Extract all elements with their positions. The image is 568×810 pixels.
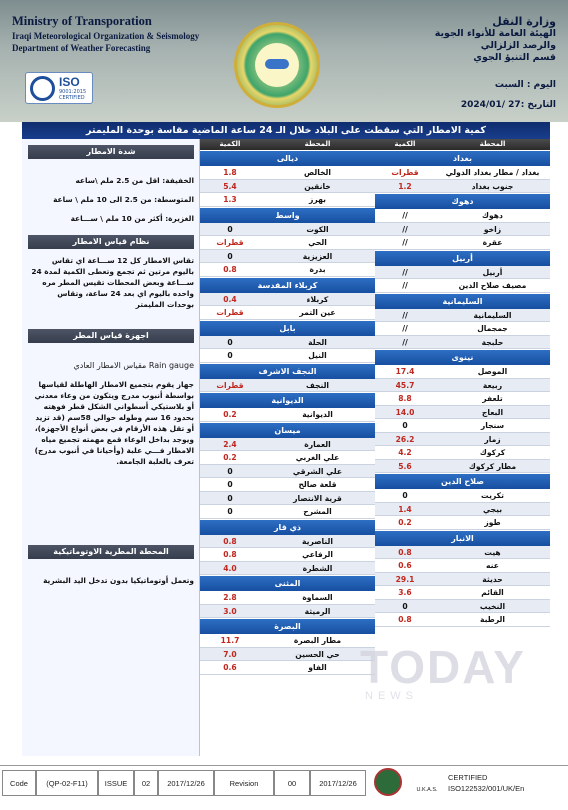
station-name: السليمانية	[473, 310, 512, 320]
rain-amount: 0.8	[223, 265, 237, 274]
region-header: الانبار	[375, 530, 550, 546]
region-header: دهوك	[375, 193, 550, 209]
table-row	[375, 419, 550, 433]
rain-amount: //	[402, 310, 408, 320]
rain-amount: //	[402, 238, 408, 247]
system-title: نظام قياس الامطار	[28, 235, 194, 249]
table-row	[375, 266, 550, 280]
region-header: أربيل	[375, 250, 550, 266]
code-label: Code	[2, 770, 36, 796]
station-name: الديوانية	[302, 410, 333, 419]
station-name: بيجي	[482, 504, 503, 514]
table-row	[375, 433, 550, 447]
rain-amount: 5.6	[398, 461, 412, 471]
day-label: اليوم : السبت	[494, 80, 556, 90]
region-header: السليمانية	[375, 293, 550, 309]
station-name: جمجمال	[477, 324, 508, 333]
rain-amount: 0.8	[223, 550, 237, 559]
region-header: بغداد	[375, 150, 550, 166]
rain-amount: 2.8	[223, 593, 237, 602]
revision-value: 00	[274, 770, 310, 796]
station-name: الشطرة	[302, 563, 333, 573]
organization-name-ar: الهيئة العامة للأنواء الجوية	[434, 28, 556, 39]
department-name-ar: قسم التنبؤ الجوي	[473, 52, 556, 63]
rain-amount: 3.0	[223, 606, 237, 616]
rain-amount: 1.3	[223, 195, 237, 204]
station-name: ربيعة	[482, 380, 503, 390]
rain-amount: قطرات	[216, 238, 244, 247]
station-name: الخالص	[304, 168, 331, 177]
date-label: التاريخ :27 /2024/01	[460, 100, 556, 110]
table-row	[200, 661, 375, 675]
rain-amount: //	[402, 281, 408, 290]
rain-amount: 8.8	[398, 394, 412, 403]
rain-amount: 2.4	[223, 439, 237, 449]
station-name: الرفاعي	[302, 550, 333, 559]
rain-amount: 0.6	[223, 663, 237, 672]
table-row	[375, 379, 550, 393]
seal-icon	[372, 770, 404, 796]
station-name: عقرة	[482, 238, 503, 247]
code-value: (QP-02-F11)	[36, 770, 98, 796]
rain-amount: 0.8	[223, 536, 237, 546]
table-row	[375, 489, 550, 503]
watermark-small: NEWS	[365, 690, 418, 702]
auto-station-title: المحطة المطرية الاوتوماتيكية	[28, 545, 194, 559]
table-row	[200, 336, 375, 350]
station-name: المشرح	[303, 507, 332, 516]
rain-amount: 17.4	[395, 367, 415, 376]
region-header: بابل	[200, 320, 375, 336]
rain-amount: 0	[227, 351, 233, 360]
table-row	[200, 634, 375, 648]
iso-text: ISO	[59, 75, 80, 89]
table-row	[375, 166, 550, 180]
region-header: ذي قار	[200, 519, 375, 535]
rain-amount: 0	[227, 493, 233, 503]
issue-date: 2017/12/26	[158, 770, 214, 796]
table-row	[375, 223, 550, 237]
rain-amount: 0	[227, 251, 233, 261]
station-name: كركوك	[479, 448, 506, 457]
intensity-heavy: الغزيرة: أكثر من 10 ملم \ ســـاعة	[70, 214, 194, 223]
department-name: Department of Weather Forecasting	[12, 43, 151, 53]
table-row	[200, 438, 375, 452]
rain-amount: 26.2	[395, 434, 415, 444]
station-name: دهوك	[482, 211, 503, 220]
region-header: المثنى	[200, 575, 375, 591]
station-column-header: المحطة	[479, 140, 506, 148]
system-text: تقاس الامطار كل 12 ســـاعة اي تقاس باليوم مرتين ثم تجمع وتعطى الكمية لمدة 24 ســـاعة وبعض المحطات تقيس المطر مره واحده باليوم اي بعد 24 ساعة، وتقاس بوحدات المليمتر	[31, 256, 194, 309]
table-row	[200, 349, 375, 363]
station-name: حي الحسين	[295, 649, 340, 659]
rain-amount: 5.4	[223, 181, 237, 191]
station-name: البعاج	[481, 407, 504, 417]
region-header: النجف الاشرف	[200, 363, 375, 379]
table-row	[375, 516, 550, 530]
station-name: الرميثة	[304, 606, 331, 616]
organization-logo	[234, 22, 320, 108]
rain-amount: 0	[227, 507, 233, 516]
rain-amount: 0.8	[398, 615, 412, 624]
table-row	[375, 406, 550, 420]
rain-amount: 3.6	[398, 588, 412, 597]
report-title-banner: كمية الامطار التي سقطت على البلاد خلال الـ 24 ساعة الماضية مقاسة بوحدة المليمتر	[22, 122, 550, 139]
station-name: كربلاء	[306, 294, 329, 304]
table-row	[200, 648, 375, 662]
station-name: عين التمر	[299, 308, 336, 317]
ministry-english-title	[12, 14, 199, 53]
table-row	[200, 605, 375, 619]
devices-title: اجهزة قياس المطر	[28, 329, 194, 343]
region-header: واسط	[200, 207, 375, 223]
station-name: السماوة	[302, 593, 333, 602]
station-column-header: المحطة	[304, 140, 331, 148]
station-name: زمار	[484, 434, 501, 444]
region-header: كربلاء المقدسة	[200, 277, 375, 293]
intensity-light: الخفيفة: اقل من 2.5 ملم \ساعه	[75, 176, 194, 185]
rain-amount: 0.2	[223, 410, 237, 419]
table-row	[375, 559, 550, 573]
rain-amount: 11.7	[220, 636, 240, 645]
table-row	[200, 166, 375, 180]
rain-amount: 4.2	[398, 448, 412, 457]
station-name: جنوب بغداد	[471, 181, 514, 191]
rain-amount: 0	[402, 421, 408, 430]
station-name: بهرز	[309, 195, 326, 204]
table-row	[375, 365, 550, 379]
station-name: حلبجة	[481, 337, 504, 347]
table-row	[375, 600, 550, 614]
station-name: سنجار	[480, 421, 505, 430]
table-row	[375, 209, 550, 223]
rain-amount: 7.0	[223, 649, 237, 659]
rain-amount: 29.1	[395, 574, 415, 584]
table-row	[200, 451, 375, 465]
table-row	[375, 279, 550, 293]
iso-circle-icon	[30, 76, 55, 101]
table-row	[200, 562, 375, 576]
info-panel	[22, 139, 200, 756]
rain-amount: //	[402, 224, 408, 234]
table-row	[200, 535, 375, 549]
table-row	[200, 223, 375, 237]
revision-date: 2017/12/26	[310, 770, 366, 796]
station-name: الموصل	[477, 367, 508, 376]
rain-amount: 0	[227, 480, 233, 489]
table-row	[375, 503, 550, 517]
table-row	[200, 236, 375, 250]
table-row	[200, 591, 375, 605]
station-name: هيت	[484, 547, 501, 557]
region-header: البصرة	[200, 618, 375, 634]
station-name: تكريت	[481, 491, 504, 500]
station-name: بدرة	[309, 265, 326, 274]
table-row	[200, 548, 375, 562]
station-name: علي الشرقي	[292, 466, 343, 476]
rain-amount: 0	[227, 466, 233, 476]
table-header	[200, 139, 375, 150]
amount-column-header: الكمية	[219, 140, 241, 148]
table-header	[375, 139, 550, 150]
station-name: زاخو	[483, 224, 502, 234]
station-name: علي الغربي	[295, 453, 340, 462]
region-header: ميسان	[200, 422, 375, 438]
table-row	[375, 309, 550, 323]
issue-label: ISSUE	[98, 770, 134, 796]
rain-amount: 14.0	[395, 407, 415, 417]
organization-name: Iraqi Meteorological Organization & Seismology	[12, 31, 200, 41]
ministry-arabic-title	[435, 16, 556, 64]
table-row	[375, 236, 550, 250]
station-name: طوز	[484, 518, 501, 527]
certificate-number: ISO122532/001/UK/En	[448, 784, 525, 793]
footer	[0, 765, 568, 800]
intensity-title: شدة الامطار	[28, 145, 194, 159]
station-name: الناصرية	[302, 536, 333, 546]
table-row	[375, 460, 550, 474]
table-row	[200, 492, 375, 506]
issue-value: 02	[134, 770, 158, 796]
station-name: حديثة	[482, 574, 503, 584]
station-name: النيل	[308, 351, 327, 360]
table-row	[200, 263, 375, 277]
rain-amount: 0.2	[398, 518, 412, 527]
rain-amount: 0	[227, 337, 233, 347]
rain-amount: 0.8	[398, 547, 412, 557]
table-row	[200, 180, 375, 194]
table-row	[200, 193, 375, 207]
rain-amount: //	[402, 337, 408, 347]
rain-amount: 1.4	[398, 504, 412, 514]
station-name: الفاو	[308, 663, 327, 672]
revision-label: Revision	[214, 770, 274, 796]
table-row	[375, 322, 550, 336]
station-name: تلعفر	[482, 394, 503, 403]
table-row	[200, 478, 375, 492]
station-name: الكوت	[306, 224, 329, 234]
station-name: الحلة	[308, 337, 327, 347]
rainfall-column-left	[200, 139, 375, 675]
station-name: مصيف صلاح الدين	[458, 281, 527, 290]
rain-amount: //	[402, 211, 408, 220]
station-name: العمارة	[304, 439, 331, 449]
station-name: خانقين	[304, 181, 331, 191]
rain-amount: 4.0	[223, 563, 237, 573]
station-name: أربيل	[482, 267, 503, 277]
table-row	[375, 336, 550, 350]
rain-amount: 0.2	[223, 453, 237, 462]
iso-badge	[25, 72, 93, 104]
rain-amount: 1.2	[398, 181, 412, 191]
table-row	[200, 306, 375, 320]
table-row	[375, 546, 550, 560]
header	[0, 0, 568, 122]
table-row	[375, 573, 550, 587]
station-name: النخيب	[479, 601, 506, 611]
region-header: ديالى	[200, 150, 375, 166]
certification	[448, 770, 564, 796]
rain-amount: 1.8	[223, 168, 237, 177]
rain-amount: 0.4	[223, 294, 237, 304]
table-row	[375, 613, 550, 627]
station-name: مطار كركوك	[468, 461, 517, 471]
watermark	[360, 640, 530, 710]
station-name: عنه	[486, 561, 499, 570]
rain-amount: 45.7	[395, 380, 415, 390]
watermark-big: TODAY	[360, 641, 526, 693]
auto-station-text: وتعمل أوتوماتيكيا بدون تدخل اليد البشرية	[43, 576, 194, 585]
table-row	[200, 293, 375, 307]
rain-gauge-label: مقياس الامطار العادي Rain gauge	[73, 361, 194, 370]
region-header: صلاح الدين	[375, 473, 550, 489]
table-row	[375, 446, 550, 460]
station-name: النجف	[305, 380, 330, 390]
station-name: قرية الانتصار	[293, 493, 342, 503]
rain-amount: //	[402, 324, 408, 333]
ukas-logo: U.K.A.S.	[416, 787, 438, 793]
station-name: مطار البصرة	[293, 636, 342, 645]
region-header: نينوى	[375, 349, 550, 365]
table-row	[200, 465, 375, 479]
intensity-moderate: المتوسطة: من 2.5 الى 10 ملم \ ساعة	[53, 195, 194, 204]
rain-amount: قطرات	[391, 168, 419, 177]
table-row	[200, 505, 375, 519]
station-name: بغداد / مطار بغداد الدولي	[445, 168, 540, 177]
station-name: العزيزية	[302, 251, 333, 261]
amount-column-header: الكمية	[394, 140, 416, 148]
rain-amount: //	[402, 267, 408, 277]
rain-amount: قطرات	[216, 380, 244, 390]
table-row	[200, 250, 375, 264]
rain-amount: 0	[402, 491, 408, 500]
station-name: الرطبة	[479, 615, 506, 624]
iso-sub: 9001:2015 CERTIFIED	[59, 89, 87, 101]
rain-gauge-text: جهاز يقوم بتجميع الامطار الهاطلة لقياسها بواسطة أنبوب مدرج ويتكون من وعاء معدني أو بلاستيكي أسطواني الشكل قطر فوهته بحدود 16 سم وطوله حوالي 58سم (قد تزيد أو تقل هذه الأرقام في بعض أنواع الأجهزة)، ويوجد بداخل الوعاء قمع مهمته تجميع مياه الامطار فـــي علبة (وأحيانا في أنبوب مدرج) تعرف بالعلبة الجامعة.	[34, 380, 194, 466]
certified-label: CERTIFIED	[448, 773, 488, 782]
rainfall-column-right	[375, 139, 550, 627]
region-header: الديوانية	[200, 392, 375, 408]
rain-amount: قطرات	[216, 308, 244, 317]
table-row	[200, 408, 375, 422]
station-name: قلعة صالح	[298, 480, 337, 489]
station-name: الحي	[308, 238, 327, 247]
table-row	[375, 586, 550, 600]
table-row	[200, 379, 375, 393]
seismic-name-ar: والرصد الزلزالي	[480, 40, 556, 51]
table-row	[375, 392, 550, 406]
rain-amount: 0.6	[398, 561, 412, 570]
ministry-name: Ministry of Transporation	[12, 14, 152, 28]
ministry-name-ar: وزارة النقل	[492, 15, 556, 28]
table-row	[375, 180, 550, 194]
rain-amount: 0	[402, 601, 408, 611]
station-name: القائم	[481, 588, 504, 597]
rain-amount: 0	[227, 224, 233, 234]
